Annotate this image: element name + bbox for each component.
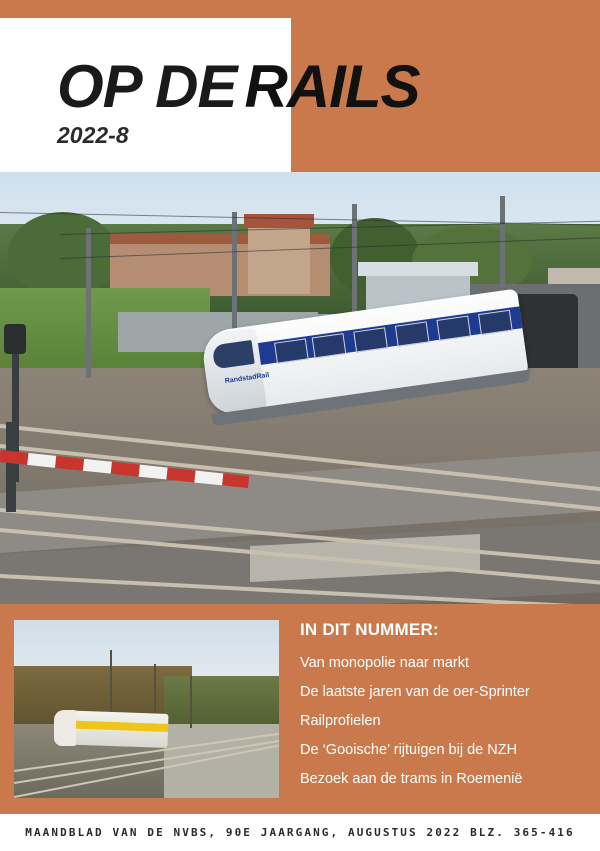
photo-station-canopy <box>358 262 478 276</box>
inset-catenary-mast <box>190 676 192 728</box>
contents-item[interactable]: De ‘Gooische’ rijtuigen bij de NZH <box>300 741 518 758</box>
photo-train-window <box>274 338 309 363</box>
photo-train-cab <box>200 327 270 416</box>
title-op-de: OP DE <box>57 53 237 120</box>
top-orange-strip <box>0 0 600 18</box>
photo-catenary-mast <box>86 228 91 378</box>
issue-number: 2022-8 <box>57 122 129 148</box>
photo-building-tall <box>248 224 310 294</box>
inset-photo <box>14 620 279 798</box>
inset-train-cab <box>54 710 76 746</box>
photo-signal-head <box>4 324 26 354</box>
contents-item[interactable]: Railprofielen <box>300 712 381 729</box>
masthead <box>0 0 600 172</box>
photo-train-window <box>353 327 388 352</box>
contents-heading: IN DIT NUMMER: <box>300 620 439 639</box>
contents-item[interactable]: Van monopolie naar markt <box>300 655 469 671</box>
photo-barrier-post <box>6 422 16 512</box>
photo-tree <box>8 212 118 298</box>
photo-train-window <box>436 316 471 341</box>
footer-text: MAANDBLAD VAN DE NVBS, 90E JAARGANG, AUGUSTUS 2022 BLZ. 365-416 <box>25 826 575 839</box>
photo-catenary-mast <box>352 204 357 314</box>
contents-item[interactable]: De laatste jaren van de oer-Sprinter <box>300 683 530 700</box>
title-rails: RAILS <box>244 53 420 120</box>
photo-train-window <box>478 310 513 335</box>
footer <box>0 814 600 851</box>
contents-item[interactable]: Bezoek aan de trams in Roemenië <box>300 770 523 787</box>
photo-train-window <box>395 321 430 346</box>
cover-photo <box>0 172 600 604</box>
train-livery-text: RandstadRail <box>224 371 270 386</box>
photo-train-window <box>312 333 347 358</box>
contents-list <box>300 620 592 801</box>
magazine-title <box>57 52 577 122</box>
